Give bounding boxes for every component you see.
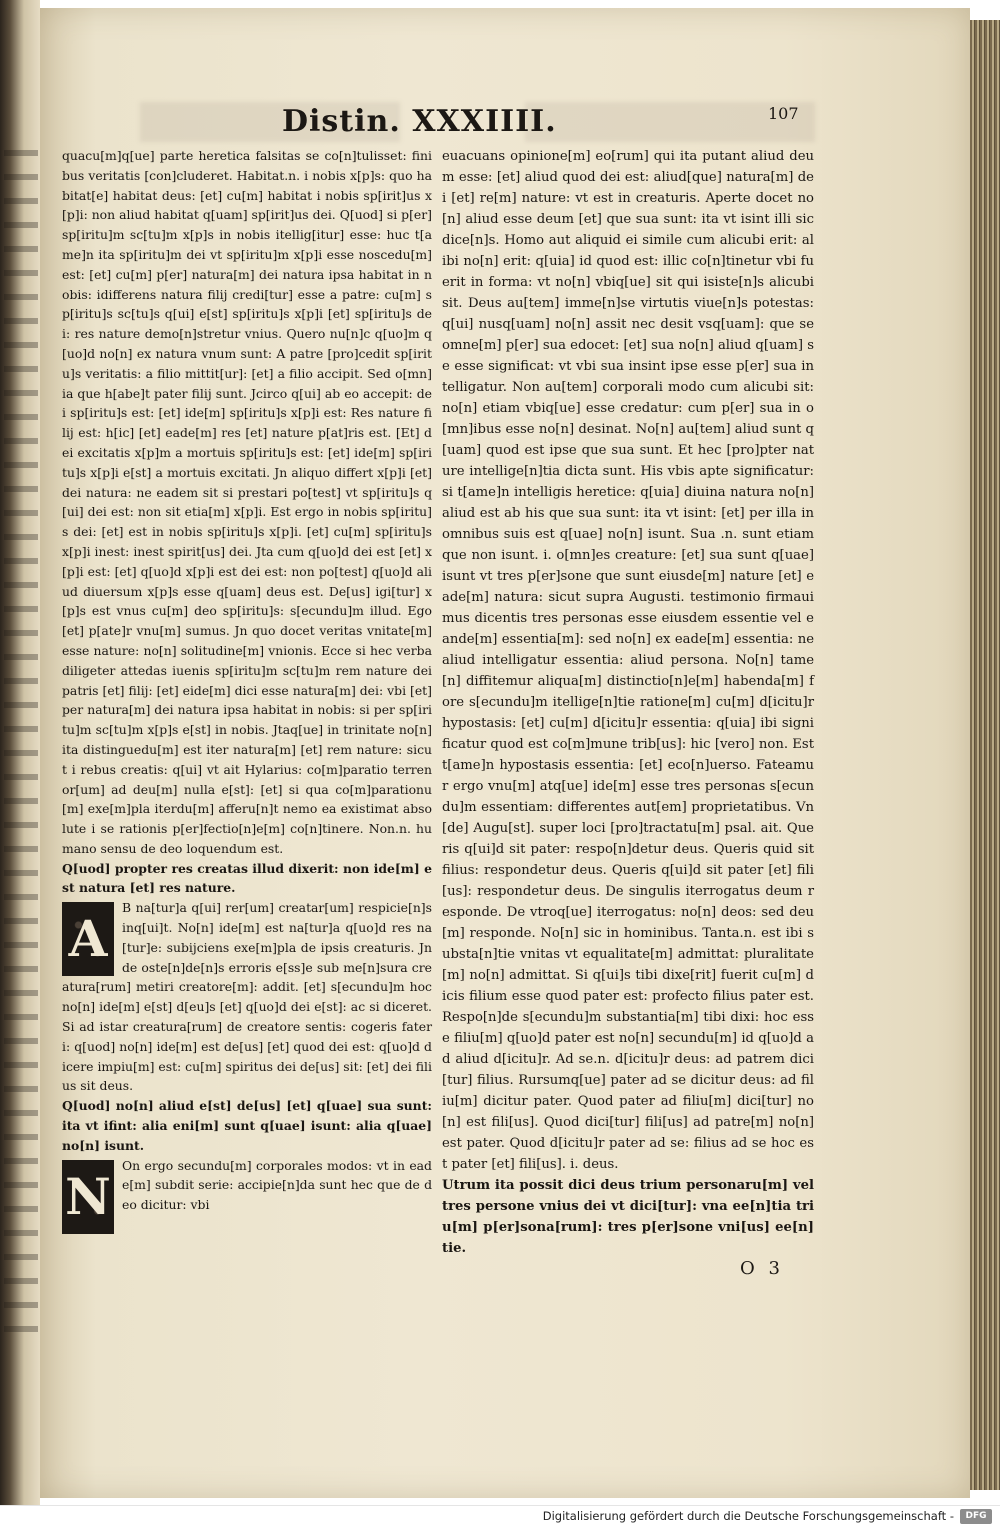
signature-mark: O 3 [740,1258,784,1279]
paragraph-text: B na[tur]a q[ui] rer[um] creatar[um] respicie[n]s inq[ui]t. No[n] ide[m] est na[tur]a q[uo]d res na[tur]e: subijciens exe[m]pla de ipsis creaturis. Jnde oste[n]de[n]s erroris e[ss]e sub me[n]sura creatura[rum] metiri creatore[m]: addit. [et] s[ecundu]m hoc no[n] ide[m] e[st] d[eu]s [et] q[uo]d dei e[st]: ac si diceret. Si ad istar creatura[rum] de creatore sentis: cogeris fateri: q[uod] no[n] ide[m] est de[us] [et] quod dei est: q[uo]d dicere impiu[m] est: cu[m] spiritus dei de[us] sit: [et] dei filius sit deus. [62,900,432,1094]
funding-credit: Digitalisierung gefördert durch die Deutsche Forschungsgemeinschaft - [542,1509,954,1523]
left-column [62,146,432,1276]
footer-bar [0,1505,1000,1528]
paragraph-text: On ergo secundu[m] corporales modos: vt in eade[m] subdit serie: accipie[n]da sunt hec que de deo dicitur: vbi [122,1157,432,1213]
previous-page-text-fragment [4,150,38,1350]
paragraph-with-initial [62,898,432,1096]
previous-page-edge [0,0,40,1505]
paragraph: quacu[m]q[ue] parte heretica falsitas se co[n]tulisset: finibus veritatis [con]cluderet. Habitat.n. i nobis x[p]s: quo habitat[e] habitat deus: [et] cu[m] habitat i nobis sp[irit]us x[p]i: non aliud habitat q[uam] sp[irit]us dei. Q[uod] si p[er] sp[iritu]m sc[tu]m x[p]s in nobis itellig[itur] esse: huc t[ame]n ita sp[iritu]m dei vt sp[iritu]m x[p]i esse noscedu[m] est: [et] cu[m] p[er] natura[m] dei natura ipsa habitat in nobis: idifferens natura filij credi[tur] esse a patre: cu[m] sp[iritu]s sc[tu]s q[ui] e[st] sp[iritu]s x[p]i [et] sp[iritu]s dei: res nature demo[n]stretur vnius. Quero nu[n]c q[uo]m q[uo]d no[n] ex natura vnum sunt: A patre [pro]cedit sp[iritu]s veritatis: a filio mittit[ur]: [et] a filio accipit. Sed o[mn]ia que h[abe]t pater filij sunt. Jcirco q[ui] ab eo accepit: dei sp[iritu]s est: [et] ide[m] sp[iritu]s x[p]i est: Res nature filij est: h[ic] [et] eade[m] res [et] nature p[at]ris est. [Et] dei excitatis x[p]m a mortuis sp[iritu]s est: [et] ide[m] sp[iritu]s x[p]i e[st] a mortuis excitati. Jn aliquo differt x[p]i [et] dei natura: ne eadem sit si prestari po[test] vt sp[iritu]s q[ui] dei est: non sit etia[m] x[p]i. Est ergo in nobis sp[iritu]s dei: [et] est in nobis sp[iritu]s x[p]i. [et] cu[m] sp[iritu]s x[p]i inest: inest spirit[us] dei. Jta cum q[uo]d dei est [et] x[p]i est: [et] q[uo]d x[p]i est dei est: non po[test] q[uo]d aliud diuersum x[p]s esse q[uam] deus est. De[us] igi[tur] x[p]s est vnus cu[m] deo sp[iritu]s: s[ecundu]m illud. Ego [et] p[ate]r vnu[m] sumus. Jn quo docet veritas vnitate[m] esse nature: no[n] solitudine[m] vnionis. Ecce si hec verba diligeter attedas iuenis sp[iritu]m sc[tu]m rem nature dei patris [et] filij: [et] eide[m] dici esse natura[m] dei: vbi [et] per natura[m] dei natura ipsa habitat in nobis: si per sp[iritu]m sc[tu]m x[p]s e[st] in nobis. Jtaq[ue] in trinitate no[n] ita distinguedu[m] est iter natura[m] [et] rem nature: sicut i rebus creatis: q[ui] vt ait Hylarius: co[m]paratio terrenor[um] ad deu[m] nulla e[st]: [et] si qua co[m]parationu[m] exe[m]pla iterdu[m] afferu[n]t nemo ea existimat absolute i se rationis p[er]fectio[n]e[m] co[n]tinere. Non.n. humano sensu de deo loquendum est. [62,148,432,856]
decorated-initial: N [62,1160,114,1234]
paragraph-with-initial [62,1156,432,1226]
rubric: Q[uod] no[n] aliud e[st] de[us] [et] q[uae] sua sunt: ita vt ifint: alia eni[m] sunt q[uae] isunt: alia q[uae] no[n] isunt. [62,1098,432,1153]
folio-number: 107 [768,104,799,123]
paragraph: euacuans opinione[m] eo[rum] qui ita putant aliud deum esse: [et] aliud quod dei est: aliud[que] natura[m] dei [et] re[m] nature: vt est in creaturis. Aperte docet no[n] aliud esse deum [et] que sua sunt: ita vt isint illi sic dice[n]s. Homo aut aliquid ei simile cum alicubi erit: alibi no[n] erit: q[uia] id quod est: illic co[n]tinetur vbi fuerit in forma: vt no[n] vbiq[ue] sit qui isiste[n]s alicubi sit. Deus au[tem] imme[n]se virtutis viue[n]s potestas: q[ui] nusq[uam] no[n] assit nec desit vsq[uam]: que se omne[m] p[er] sua edocet: [et] sua no[n] aliud q[uam] se esse significat: vt vbi sua insint ipse esse p[er] sua intelligatur. Non au[tem] corporali modo cum alicubi sit: no[n] etiam vbiq[ue] esse credatur: cum p[er] sua in o[mn]ibus esse no[n] desinat. No[n] au[tem] aliud sunt q[uam] quod est ipse que sua sunt. Et hec [pro]pter nature intellige[n]tia dicta sunt. His vbis apte significatur: si t[ame]n intelligis heretice: q[uia] diuina natura no[n] aliud est ab his que sua sunt: ita vt isint: [et] per illa in omnibus suis est q[uae] no[n] isunt. Sua .n. sunt etiam que non isunt. i. o[mn]es creature: [et] sua sunt q[uae] isunt vt tres p[er]sone que sunt eiusde[m] nature [et] eade[m] natura: sicut supra Augusti. testimonio firmauimus dicentis tres personas esse eiusdem essentie vel eande[m] essentia[m]: sed no[n] ex eade[m] essentia: ne aliud intelligatur essentia: aliud persona. No[n] tame[n] diffitemur aliqua[m] distinctio[n]e[m] habenda[m] fore s[ecundu]m itellige[n]tie ratione[m] cu[m] d[icitu]r hypostasis: [et] cu[m] d[icitu]r essentia: q[uia] ibi significatur quod est co[m]mune trib[us]: hic [vero] non. Est t[ame]n hypostasis essentia: [et] eco[n]uerso. Fateamur ergo vnu[m] atq[ue] ide[m] esse tres personas s[ecundu]m essentiam: differentes aut[em] proprietatibus. Vn[de] Augu[st]. super loci [pro]tractatu[m] psal. ait. Queris q[ui]d sit pater: respo[n]detur deus. Queris quid sit filius: respondetur deus. Queris q[ui]d sit pater [et] fili[us]: respondetur deus. De singulis iterrogatus deum responde. De vtroq[ue] iterrogatus: no[n] deos: sed deu[m] responde. No[n] sic in hominibus. Tanta.n. est ibi substa[n]tie vnitas vt equalitate[m] admittat: pluralitate[m] no[n] admittat. Si q[ui]s tibi dixe[rit] fuerit cu[m] dicis filium esse quod pater est: profecto filius pater est. Respo[n]de s[ecundu]m substantia[m] tibi dixi: hoc esse filiu[m] q[uo]d pater est no[n] secundu[m] id q[uo]d ad aliud d[icitu]r. Ad se.n. d[icitu]r deus: ad patrem dici[tur] filius. Rursumq[ue] pater ad se dicitur deus: ad filiu[m] dicitur pater. Quod pater ad filiu[m] dici[tur] no[n] est fili[us]. Quod dici[tur] fili[us] ad patre[m] no[n] est pater. Quod d[icitu]r pater ad se: filius ad se hoc est pater [et] fili[us]. i. deus. [442,149,814,1172]
running-head: Distin. XXXIIII. [282,104,557,139]
right-column [442,146,814,1276]
dfg-logo: DFG [960,1509,992,1524]
decorated-initial: A [62,902,114,976]
rubric: Q[uod] propter res creatas illud dixerit: non ide[m] est natura [et] res nature. [62,860,432,896]
rubric: Utrum ita possit dici deus trium personaru[m] vel tres persone vnius dei vt dici[tur]: vna ee[n]tia triu[m] p[er]sona[rum]: tres p[er]sone vni[us] ee[n]tie. [442,1178,814,1256]
